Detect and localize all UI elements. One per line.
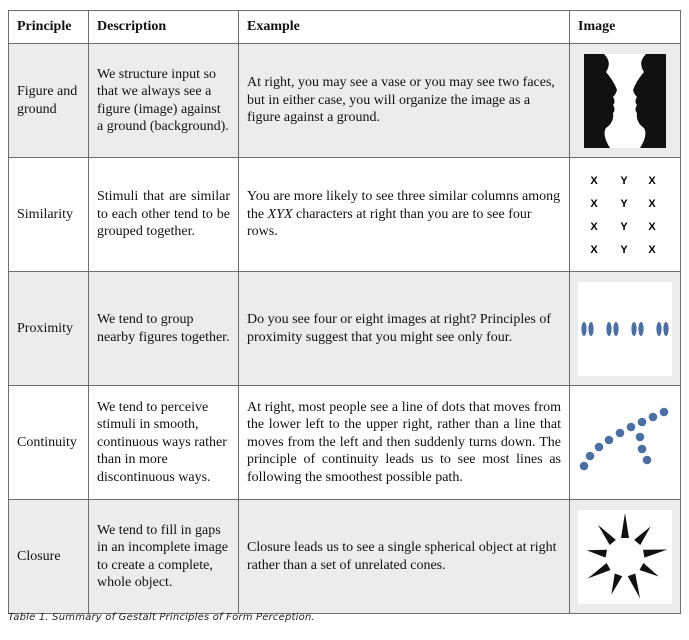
description-cell: We structure input so that we always see a figure (image) against a ground (background). xyxy=(89,44,239,158)
faces-vase-illusion-icon xyxy=(584,54,666,148)
example-cell: Closure leads us to see a single spherical object at right rather than a set of unrelated cones. xyxy=(239,500,570,614)
xyx-row xyxy=(590,198,656,210)
principle-cell: Figure and ground xyxy=(9,44,89,158)
svg-text:Y: Y xyxy=(620,174,628,187)
svg-text:X: X xyxy=(590,197,598,210)
header-row xyxy=(9,11,681,44)
svg-text:X: X xyxy=(590,243,598,256)
svg-text:Y: Y xyxy=(620,220,628,233)
header-principle: Principle xyxy=(9,11,89,44)
image-cell xyxy=(570,500,681,614)
description-cell: We tend to perceive stimuli in smooth, continuous ways rather than in more discontinuous ways. xyxy=(89,386,239,500)
xyx-row xyxy=(590,244,656,256)
gestalt-principles-table xyxy=(8,10,681,614)
table-caption: Table 1. Summary of Gestalt Principles of Form Perception. xyxy=(8,612,315,623)
svg-text:Y: Y xyxy=(620,243,628,256)
header-example: Example xyxy=(239,11,570,44)
svg-text:X: X xyxy=(648,243,656,256)
dot-curve-icon xyxy=(578,403,672,483)
example-cell: You are more likely to see three similar columns among the XYX characters at right than you are to see four rows. xyxy=(239,158,570,272)
xyx-grid-icon xyxy=(580,167,670,263)
example-cell: At right, most people see a line of dots that moves from the lower left to the upper right, rather than a line that moves from the left and then suddenly turns down. The principle of continuity leads us to see most lines as following the smoothest possible path. xyxy=(239,386,570,500)
closure-star-icon xyxy=(578,510,672,604)
svg-text:X: X xyxy=(648,197,656,210)
description-cell: We tend to fill in gaps in an incomplete image to create a complete, whole object. xyxy=(89,500,239,614)
table-row xyxy=(9,272,681,386)
table-row xyxy=(9,158,681,272)
header-description: Description xyxy=(89,11,239,44)
header-image: Image xyxy=(570,11,681,44)
table-row xyxy=(9,44,681,158)
description-cell: Stimuli that are similar to each other tend to be grouped together. xyxy=(89,158,239,272)
xyx-row xyxy=(590,221,656,233)
principle-cell: Continuity xyxy=(9,386,89,500)
svg-text:X: X xyxy=(648,174,656,187)
example-cell: At right, you may see a vase or you may see two faces, but in either case, you will organize the image as a figure against a ground. xyxy=(239,44,570,158)
svg-text:X: X xyxy=(648,220,656,233)
principle-cell: Proximity xyxy=(9,272,89,386)
image-cell xyxy=(570,272,681,386)
table-row xyxy=(9,500,681,614)
svg-text:X: X xyxy=(590,220,598,233)
svg-text:Y: Y xyxy=(620,197,628,210)
paired-ovals-icon xyxy=(578,282,672,376)
example-cell: Do you see four or eight images at right? Principles of proximity suggest that you might see only four. xyxy=(239,272,570,386)
svg-text:X: X xyxy=(590,174,598,187)
principle-cell: Closure xyxy=(9,500,89,614)
principle-cell: Similarity xyxy=(9,158,89,272)
xyx-row xyxy=(590,175,656,187)
image-cell xyxy=(570,158,681,272)
image-cell xyxy=(570,386,681,500)
description-cell: We tend to group nearby figures together. xyxy=(89,272,239,386)
table-row xyxy=(9,386,681,500)
image-cell xyxy=(570,44,681,158)
